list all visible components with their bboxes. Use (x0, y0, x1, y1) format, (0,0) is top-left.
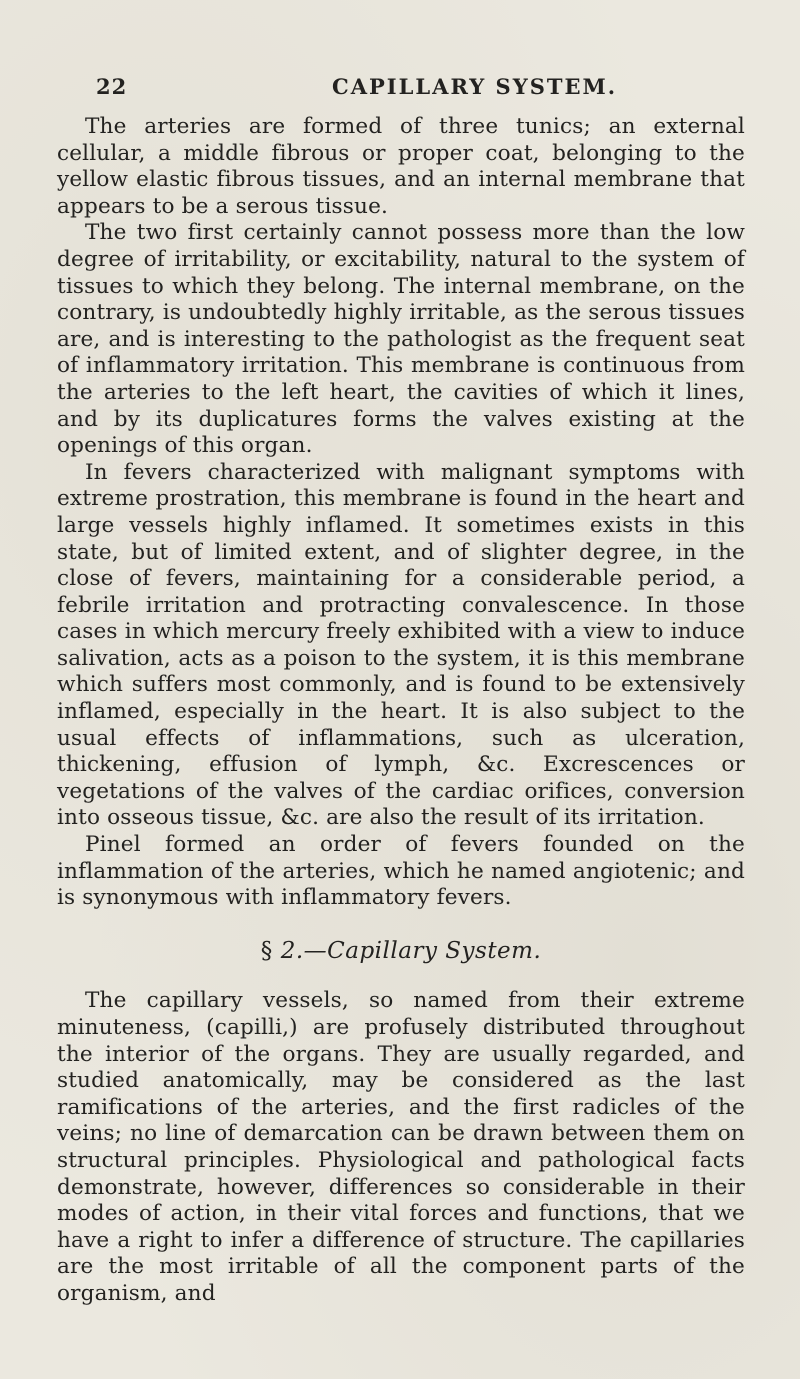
running-title: CAPILLARY SYSTEM. (332, 74, 618, 99)
paragraph-arterial-tunics: The arteries are formed of three tunics; an external cellular, a middle fibrous or proper coat, belonging to the yellow elastic fibrous tissues, and an internal membrane that appears to be a serous tissue. (57, 114, 745, 219)
section-heading (57, 938, 745, 965)
paragraph-fevers: In fevers characterized with malignant symptoms with extreme prostration, this membrane is found in the heart and large vessels highly inflamed. It sometimes exists in this state, but of limited extent, and of slighter degree, in the close of fevers, maintaining for a considerable period, a febrile irritation and protracting convalescence. In those cases in which mercury freely exhibited with a view to induce salivation, acts as a poison to the system, it is this membrane which suffers most commonly, and is found to be extensively inflamed, especially in the heart. It is also subject to the usual effects of inflammations, such as ulceration, thickening, effusion of lymph, &c. Excrescences or vegetations of the valves of the cardiac orifices, conversion into osseous tissue, &c. are also the result of its irritation. (57, 459, 745, 831)
paragraph-pinel: Pinel formed an order of fevers founded on the inflammation of the arteries, which he named angiotenic; and is synonymous with inflammatory fevers. (57, 832, 745, 911)
running-head (96, 74, 756, 104)
section-symbol: § (260, 937, 273, 964)
page-number: 22 (96, 74, 128, 99)
section-title: 2.—Capillary System. (280, 937, 542, 964)
paragraph-capillary-vessels: The capillary vessels, so named from their extreme minuteness, (capilli,) are profusely distributed throughout the interior of the organs. They are usually regarded, and studied anatomically, may be considered as the last ramifications of the arteries, and the first radicles of the veins; no line of demarcation can be drawn between them on structural principles. Physiological and pathological facts demonstrate, however, differences so considerable in their modes of action, in their vital forces and functions, that we have a right to infer a difference of structure. The capillaries are the most irritable of all the component parts of the organism, and (57, 988, 745, 1306)
body-text (57, 114, 745, 1308)
paragraph-irritability: The two first certainly cannot possess more than the low degree of irritability, or excitability, natural to the system of tissues to which they belong. The internal membrane, on the contrary, is undoubtedly highly irritable, as the serous tissues are, and is interesting to the pathologist as the frequent seat of inflammatory irritation. This membrane is continuous from the arteries to the left heart, the cavities of which it lines, and by its duplicatures forms the valves existing at the openings of this organ. (57, 220, 745, 459)
